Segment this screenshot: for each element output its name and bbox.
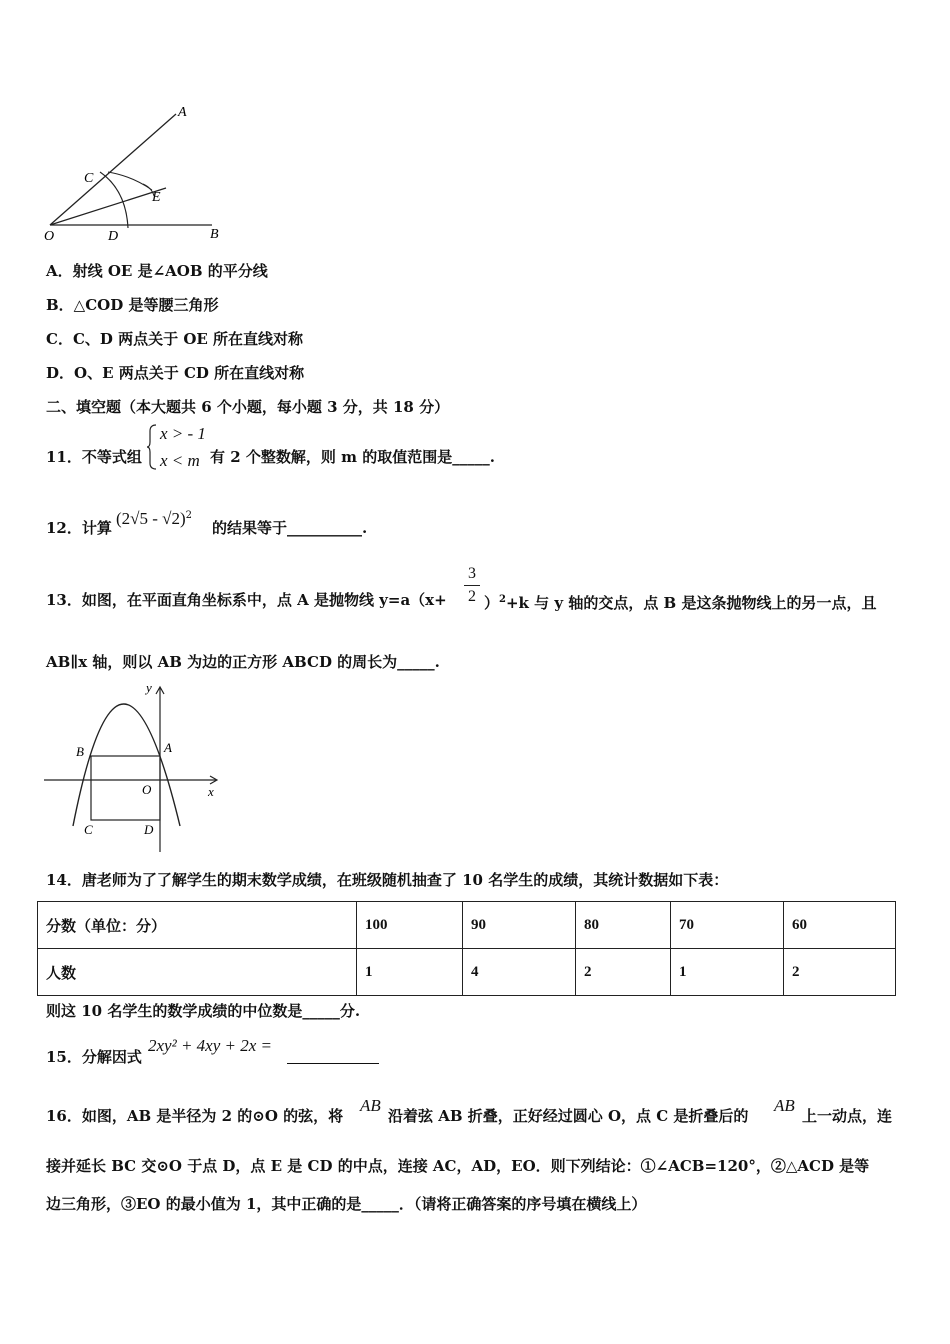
- label-d2: D: [144, 822, 154, 837]
- q13-line2: AB∥x 轴，则以 AB 为边的正方形 ABCD 的周长为_____.: [46, 653, 440, 671]
- q16-arc1: AB: [360, 1096, 381, 1115]
- option-d: D．O、E 两点关于 CD 所在直线对称: [46, 364, 305, 382]
- q13-line1-b: ）$^2$+k 与 y 轴的交点，点 B 是这条抛物线上的另一点，且: [484, 594, 877, 612]
- table-cell: 4: [463, 949, 576, 996]
- q11-ineq2: x < m: [160, 451, 200, 470]
- option-a: A．射线 OE 是∠AOB 的平分线: [46, 262, 268, 280]
- q16-line2: 接并延长 BC 交⊙O 于点 D，点 E 是 CD 的中点，连接 AC，AD，EO．则下列结论：①∠ACB=120°，②△ACD 是等: [46, 1157, 870, 1175]
- q12-prefix: 12．计算: [46, 519, 112, 537]
- q13-line1-a: 13．如图，在平面直角坐标系中，点 A 是抛物线 y=a（x+: [46, 591, 447, 609]
- arc-from-c: [108, 172, 152, 190]
- q16-line3: 边三角形，③EO 的最小值为 1，其中正确的是_____．（请将正确答案的序号填在横线上）: [46, 1195, 647, 1213]
- parabola-figure: [40, 676, 225, 856]
- label-a: A: [178, 105, 187, 120]
- angle-bisector-figure: [40, 100, 230, 250]
- table-row: [38, 949, 896, 996]
- q16-line1-a: 16．如图，AB 是半径为 2 的⊙O 的弦，将: [46, 1107, 344, 1125]
- label-x: x: [208, 784, 214, 799]
- q14-after: 则这 10 名学生的数学成绩的中位数是_____分.: [46, 1002, 361, 1020]
- label-e: E: [152, 190, 161, 205]
- q12-exp: 2: [185, 510, 193, 521]
- label-a2: A: [164, 740, 172, 755]
- table-cell: 70: [671, 902, 784, 949]
- parabola-curve: [73, 704, 180, 826]
- score-table: [37, 901, 896, 996]
- q11-prefix: 11．不等式组: [46, 448, 142, 466]
- arc-cd: [100, 172, 128, 228]
- table-cell: 100: [357, 902, 463, 949]
- label-o2: O: [142, 782, 152, 797]
- table-cell: 60: [784, 902, 896, 949]
- q15-answer-blank: [287, 1049, 379, 1064]
- label-b2: B: [76, 744, 84, 759]
- q15-expr: 2xy² + 4xy + 2x =: [148, 1036, 272, 1055]
- q16-line1-c: 上一动点，连: [802, 1107, 893, 1125]
- option-b: B．△COD 是等腰三角形: [46, 296, 219, 314]
- section2-title: 二、填空题（本大题共 6 个小题，每小题 3 分，共 18 分）: [46, 398, 450, 416]
- label-y: y: [146, 680, 152, 695]
- table-cell: 2: [576, 949, 671, 996]
- q11-ineq1: x > - 1: [160, 424, 206, 443]
- q12-expr: (2√5 - √2): [116, 509, 186, 528]
- label-b: B: [210, 227, 219, 242]
- table-cell: 80: [576, 902, 671, 949]
- q16-line1-b: 沿着弦 AB 折叠，正好经过圆心 O，点 C 是折叠后的: [388, 1107, 749, 1125]
- label-c: C: [84, 171, 94, 186]
- q13-frac-num: 3: [468, 565, 476, 582]
- label-d: D: [108, 229, 119, 244]
- table-cell: 分数（单位：分）: [38, 902, 357, 949]
- q11-suffix: 有 2 个整数解，则 m 的取值范围是_____.: [210, 448, 495, 466]
- q12-suffix: 的结果等于__________.: [212, 519, 368, 537]
- table-cell: 1: [357, 949, 463, 996]
- ray-oa: [50, 114, 176, 225]
- label-o: O: [44, 229, 55, 244]
- ray-oe: [50, 188, 166, 225]
- option-c: C．C、D 两点关于 OE 所在直线对称: [46, 330, 304, 348]
- table-cell: 2: [784, 949, 896, 996]
- q14-text: 14．唐老师为了了解学生的期末数学成绩，在班级随机抽查了 10 名学生的成绩，其统计数据如下表：: [46, 871, 729, 889]
- q15-prefix: 15．分解因式: [46, 1048, 142, 1066]
- table-row: [38, 902, 896, 949]
- q13-fraction: [462, 564, 482, 607]
- q13-frac-den: 2: [468, 588, 476, 605]
- table-cell: 人数: [38, 949, 357, 996]
- q16-arc2: AB: [774, 1096, 795, 1115]
- label-c2: C: [84, 822, 93, 837]
- brace-icon: [146, 423, 158, 471]
- table-cell: 90: [463, 902, 576, 949]
- table-cell: 1: [671, 949, 784, 996]
